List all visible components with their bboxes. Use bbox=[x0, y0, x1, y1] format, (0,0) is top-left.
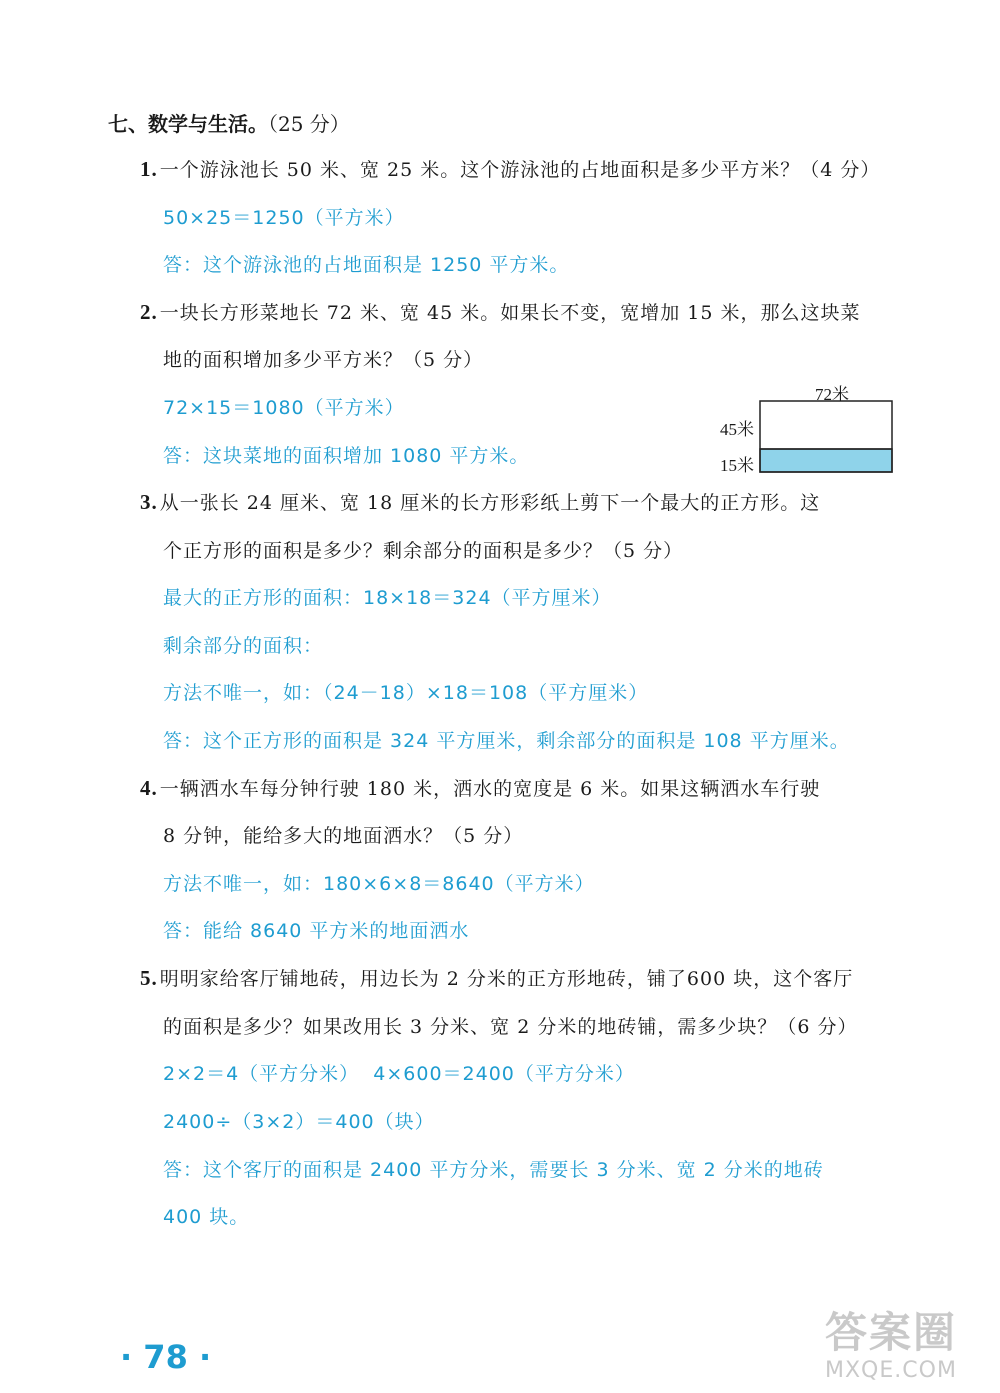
watermark-logo bbox=[820, 1300, 995, 1390]
question-5 bbox=[140, 964, 853, 991]
answer-line: 答：这个客厅的面积是 2400 平方分米，需要长 3 分米、宽 2 分米的地砖 bbox=[163, 1159, 824, 1181]
answer-line: 50×25＝1250（平方米） bbox=[163, 207, 405, 229]
diagram-rectangles bbox=[712, 378, 902, 478]
question-3 bbox=[140, 488, 820, 515]
question-text: 从一张长 24 厘米、宽 18 厘米的长方形彩纸上剪下一个最大的正方形。这 bbox=[159, 492, 821, 514]
question-number: 3. bbox=[140, 490, 158, 514]
field-diagram bbox=[712, 378, 902, 478]
diagram-length-label: 72米 bbox=[815, 385, 849, 404]
answer-line: 最大的正方形的面积：18×18＝324（平方厘米） bbox=[163, 587, 612, 609]
question-text: 一个游泳池长 50 米、宽 25 米。这个游泳池的占地面积是多少平方米？（4 分） bbox=[159, 159, 881, 181]
watermark-url: MXQE.COM bbox=[825, 1358, 957, 1383]
section-points: （25 分） bbox=[268, 112, 350, 136]
watermark-text: 答案圈 bbox=[825, 1308, 958, 1357]
answer-line: 72×15＝1080（平方米） bbox=[163, 397, 405, 419]
question-number: 5. bbox=[140, 966, 158, 990]
answer-line: 2400÷（3×2）＝400（块） bbox=[163, 1111, 435, 1133]
section-title-text: 七、数学与生活。 bbox=[108, 112, 268, 136]
answer-line: 答：这个游泳池的占地面积是 1250 平方米。 bbox=[163, 254, 570, 276]
question-number: 2. bbox=[140, 300, 158, 324]
question-text: 8 分钟，能给多大的地面洒水？（5 分） bbox=[163, 825, 524, 847]
question-text: 个正方形的面积是多少？剩余部分的面积是多少？（5 分） bbox=[163, 540, 684, 562]
question-text: 一块长方形菜地长 72 米、宽 45 米。如果长不变，宽增加 15 米，那么这块菜 bbox=[159, 302, 861, 324]
question-2 bbox=[140, 298, 861, 325]
question-text: 的面积是多少？如果改用长 3 分米、宽 2 分米的地砖铺，需多少块？（6 分） bbox=[163, 1016, 858, 1038]
answer-line: 答：这个正方形的面积是 324 平方厘米，剩余部分的面积是 108 平方厘米。 bbox=[163, 730, 850, 752]
answer-line: 答：能给 8640 平方米的地面洒水 bbox=[163, 920, 470, 942]
diagram-increase-label: 15米 bbox=[720, 456, 754, 475]
increase-strip bbox=[760, 449, 892, 472]
page-number: · 78 · bbox=[120, 1338, 212, 1376]
answer-line: 400 块。 bbox=[163, 1206, 250, 1228]
answer-line: 方法不唯一，如：（24－18）×18＝108（平方厘米） bbox=[163, 682, 649, 704]
answer-line: 2×2＝4（平方分米） 4×600＝2400（平方分米） bbox=[163, 1063, 635, 1085]
question-text: 一辆洒水车每分钟行驶 180 米，洒水的宽度是 6 米。如果这辆洒水车行驶 bbox=[159, 778, 821, 800]
question-4 bbox=[140, 774, 820, 801]
section-title bbox=[108, 108, 350, 137]
question-text: 地的面积增加多少平方米？（5 分） bbox=[163, 349, 484, 371]
question-number: 4. bbox=[140, 776, 158, 800]
question-text: 明明家给客厅铺地砖，用边长为 2 分米的正方形地砖，铺了600 块，这个客厅 bbox=[159, 968, 854, 990]
question-1 bbox=[140, 155, 880, 182]
answer-line: 方法不唯一，如：180×6×8＝8640（平方米） bbox=[163, 873, 595, 895]
diagram-width-label: 45米 bbox=[720, 420, 754, 439]
answer-line: 答：这块菜地的面积增加 1080 平方米。 bbox=[163, 445, 530, 467]
answer-line: 剩余部分的面积： bbox=[163, 635, 324, 657]
question-number: 1. bbox=[140, 157, 158, 181]
